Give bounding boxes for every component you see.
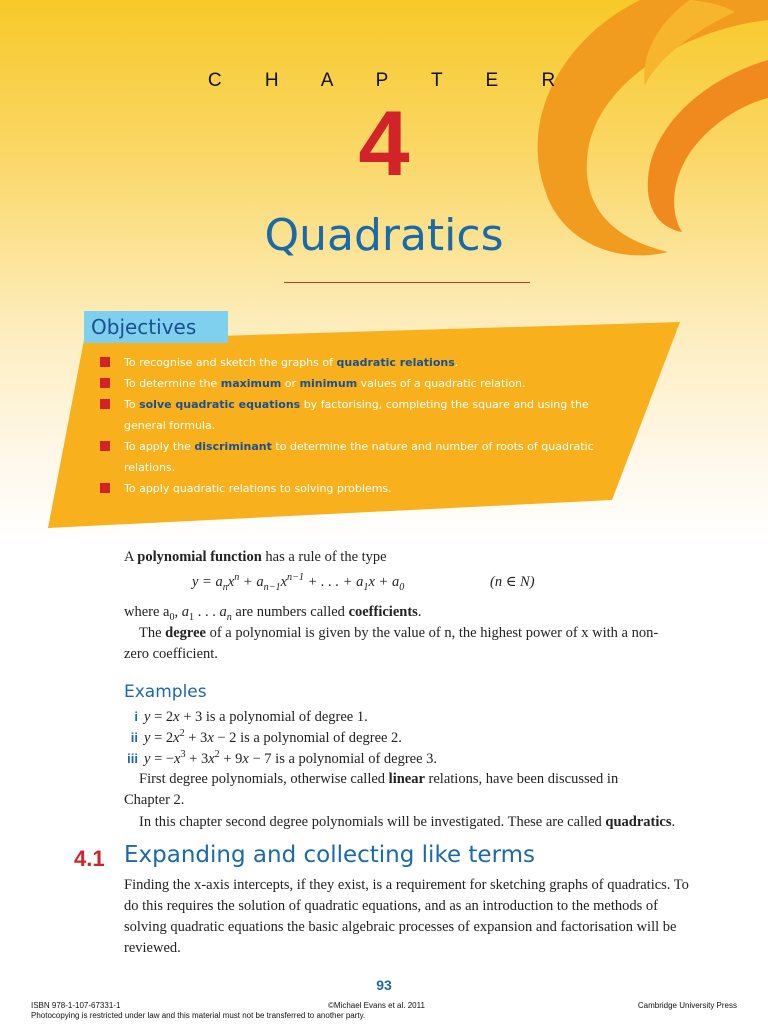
coefficients-line: where $a_0$, $a_1$ . . . $a_n$ are numbers called coefficients. (124, 604, 422, 623)
square-bullet-icon (100, 399, 110, 409)
objectives-heading: Objectives (84, 311, 228, 343)
polynomial-formula: $y = a_nx^n + a_{n-1}x^{n-1}$ + . . . + $a_1x + a_0$ (192, 572, 405, 593)
copyright-text: ©Michael Evans et al. 2011 (328, 1001, 425, 1010)
section-number: 4.1 (74, 846, 105, 871)
square-bullet-icon (100, 357, 110, 367)
isbn-text: ISBN 978-1-107-67331-1 (31, 1001, 121, 1010)
objective-item: To apply quadratic relations to solving problems. (100, 478, 610, 499)
formula-condition: (n ∈ N) (490, 574, 535, 590)
example-item: iii $y = -x^3 + 3x^2 + 9x - 7$ is a polynomial of degree 3. (127, 749, 438, 767)
section-title: Expanding and collecting like terms (124, 842, 536, 868)
intro-line: A polynomial function has a rule of the type (124, 549, 387, 565)
example-item: i y = 2x + 3 is a polynomial of degree 1. (134, 709, 368, 725)
objectives-list (100, 352, 610, 499)
square-bullet-icon (100, 483, 110, 493)
linear-paragraph: First degree polynomials, otherwise called linear relations, have been discussed in Chapter 2. (124, 771, 619, 808)
chapter-title: Quadratics (264, 210, 504, 261)
chapter-number: 4 (358, 93, 410, 195)
objective-item: To recognise and sketch the graphs of quadratic relations. (100, 352, 610, 373)
square-bullet-icon (100, 378, 110, 388)
objective-item: To determine the maximum or minimum values of a quadratic relation. (100, 373, 610, 394)
publisher-text: Cambridge University Press (637, 1001, 737, 1010)
photocopy-notice: Photocopying is restricted under law and this material must not be transferred to another party. (31, 1011, 366, 1020)
chapter-label: C H A P T E R (207, 70, 575, 91)
objective-item: To apply the discriminant to determine the nature and number of roots of quadratic relations. (100, 436, 610, 478)
section-body: Finding the x-axis intercepts, if they exist, is a requirement for sketching graphs of quadratics. To do this requires the solution of quadratic equations, and as an introduction to the methods of solving quadratic equations the basic algebraic processes of expansion and factorisation will be reviewed. (124, 877, 689, 956)
examples-heading: Examples (124, 682, 207, 702)
square-bullet-icon (100, 441, 110, 451)
page-number: 93 (376, 977, 392, 993)
degree-paragraph: The degree of a polynomial is given by the value of n, the highest power of x with a non-zero coefficient. (124, 625, 659, 662)
example-item: ii $y = 2x^2 + 3x - 2$ is a polynomial of degree 2. (130, 728, 402, 746)
objective-item: To solve quadratic equations by factorising, completing the square and using the general formula. (100, 394, 610, 436)
quadratics-paragraph: In this chapter second degree polynomials will be investigated. These are called quadratics. (139, 814, 676, 830)
